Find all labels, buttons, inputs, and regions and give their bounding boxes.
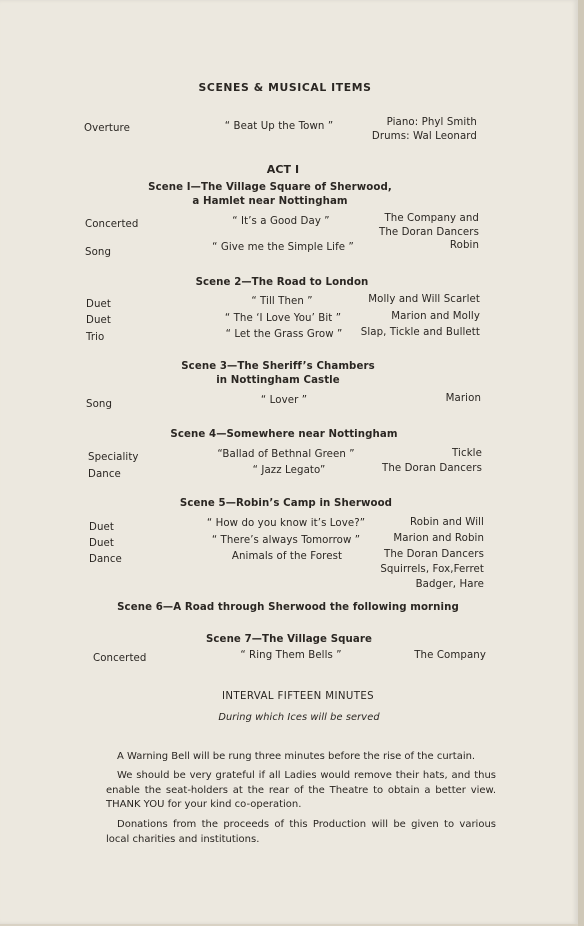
item-type: Dance xyxy=(88,469,121,480)
item-title: “ Let the Grass Grow ” xyxy=(225,329,343,340)
scene-heading: a Hamlet near Nottingham xyxy=(192,196,348,207)
item-performer: Marion xyxy=(445,393,481,404)
item-performer: Squirrels, Fox,Ferret xyxy=(380,564,484,575)
item-performer: The Company xyxy=(414,650,486,661)
item-performer: Robin and Will xyxy=(410,517,484,528)
item-type: Duet xyxy=(86,315,111,326)
item-type: Duet xyxy=(86,299,111,310)
scene-heading: Scene 3—The Sheriff’s Chambers xyxy=(181,361,375,372)
item-type: Speciality xyxy=(88,452,139,463)
item-title: “Ballad of Bethnal Green ” xyxy=(217,449,355,460)
item-type: Dance xyxy=(89,554,122,565)
item-type: Duet xyxy=(89,522,114,533)
item-title: “ There’s always Tomorrow ” xyxy=(211,535,361,546)
item-title: “ How do you know it’s Love?” xyxy=(206,518,366,529)
item-type: Concerted xyxy=(85,219,139,230)
overture-title: “ Beat Up the Town ” xyxy=(224,121,334,132)
scene-heading: Scene 7—The Village Square xyxy=(205,634,373,645)
item-title: “ Jazz Legato” xyxy=(252,465,326,476)
scene-heading: Scene 4—Somewhere near Nottingham xyxy=(170,429,398,440)
item-type: Duet xyxy=(89,538,114,549)
item-title: “ Till Then ” xyxy=(251,296,313,307)
overture-performer: Piano: Phyl Smith xyxy=(386,117,477,128)
item-type: Song xyxy=(86,399,113,410)
item-performer: Tickle xyxy=(452,448,482,459)
item-performer: Marion and Robin xyxy=(393,533,484,544)
interval-note: During which Ices will be served xyxy=(218,712,380,723)
notice-paragraph: We should be very grateful if all Ladies would remove their hats, and thus enable the seat-holders at the rear of the Theatre to obtain a better view. THANK YOU for your kind co-operation. xyxy=(106,770,496,811)
scene-heading: Scene 6—A Road through Sherwood the following morning xyxy=(117,602,459,613)
scene-heading: Scene I—The Village Square of Sherwood, xyxy=(148,182,392,193)
item-performer: The Company and xyxy=(384,213,479,224)
overture-performer: Drums: Wal Leonard xyxy=(371,131,477,142)
item-title: “ Ring Them Bells ” xyxy=(240,650,342,661)
notice-paragraph: Donations from the proceeds of this Production will be given to various local charities and institutions. xyxy=(106,819,496,845)
item-type: Concerted xyxy=(93,653,147,664)
notice-paragraph: A Warning Bell will be rung three minutes before the rise of the curtain. xyxy=(117,751,476,762)
item-performer: Badger, Hare xyxy=(415,579,484,590)
item-performer: Robin xyxy=(449,240,479,251)
interval-heading: INTERVAL FIFTEEN MINUTES xyxy=(221,691,375,702)
item-performer: Slap, Tickle and Bullett xyxy=(360,327,480,338)
item-title: Animals of the Forest xyxy=(231,551,343,562)
scene-heading: Scene 5—Robin’s Camp in Sherwood xyxy=(179,498,393,509)
item-type: Trio xyxy=(86,332,105,343)
item-title: “ It’s a Good Day ” xyxy=(232,216,330,227)
item-title: “ The ‘I Love You’ Bit ” xyxy=(224,313,342,324)
overture-type: Overture xyxy=(84,123,130,134)
item-performer: Marion and Molly xyxy=(391,311,480,322)
item-type: Song xyxy=(85,247,112,258)
item-performer: Molly and Will Scarlet xyxy=(368,294,480,305)
item-performer: The Doran Dancers xyxy=(382,463,482,474)
item-performer: The Doran Dancers xyxy=(384,549,484,560)
item-title: “ Give me the Simple Life ” xyxy=(212,242,354,253)
act-heading: ACT I xyxy=(266,163,300,176)
scene-heading: Scene 2—The Road to London xyxy=(195,277,369,288)
item-performer: The Doran Dancers xyxy=(379,227,479,238)
item-title: “ Lover ” xyxy=(260,395,308,406)
scene-heading: in Nottingham Castle xyxy=(216,375,340,386)
page-heading: SCENES & MUSICAL ITEMS xyxy=(198,81,372,94)
page-edge xyxy=(578,0,584,926)
